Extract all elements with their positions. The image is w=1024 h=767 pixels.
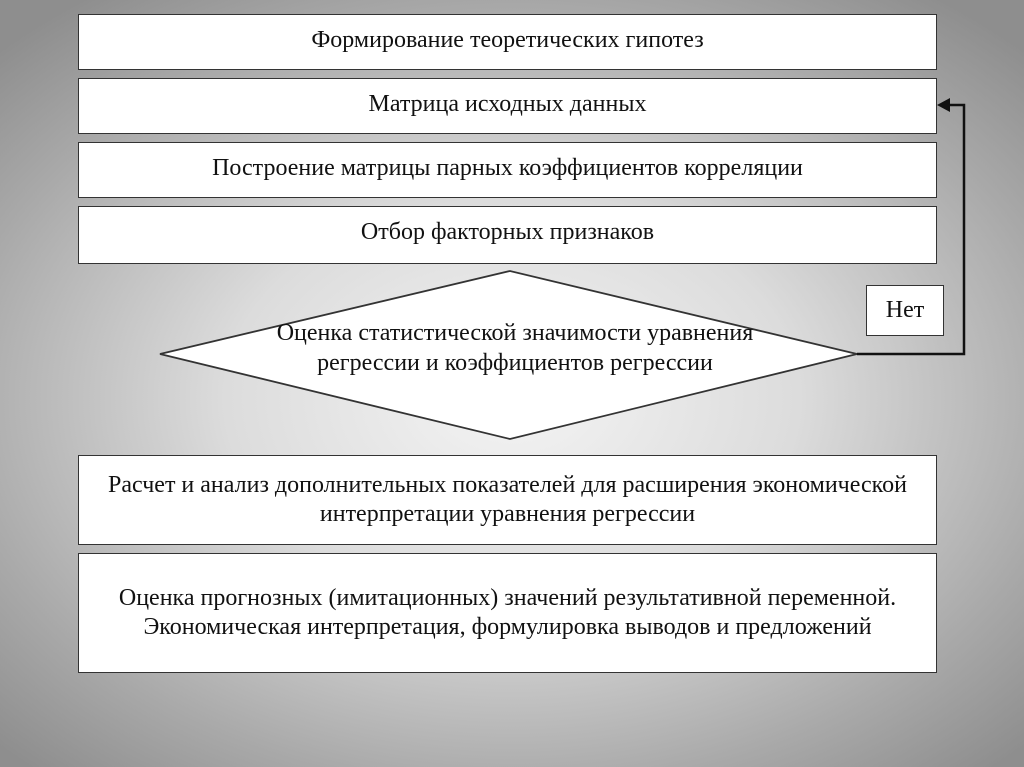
step-additional-indicators bbox=[78, 455, 937, 545]
step-hypotheses bbox=[78, 14, 937, 70]
step-additional-indicators-label: Расчет и анализ дополнительных показателей для расширения экономической интерпретации уравнения регрессии bbox=[108, 472, 907, 527]
decision-label: Оценка статистической значимости уравнения регрессии и коэффициентов регрессии bbox=[276, 320, 754, 376]
no-label-box bbox=[866, 285, 944, 336]
step-correlation-matrix-label: Построение матрицы парных коэффициентов корреляции bbox=[212, 155, 803, 181]
step-forecast-label: Оценка прогнозных (имитационных) значений результативной переменной. Экономическая интерпретация, формулировка выводов и предложений bbox=[118, 585, 897, 640]
step-correlation-matrix bbox=[78, 142, 937, 198]
no-label: Нет bbox=[885, 297, 925, 323]
step-data-matrix bbox=[78, 78, 937, 134]
step-data-matrix-label: Матрица исходных данных bbox=[368, 91, 647, 117]
step-factor-selection-label: Отбор факторных признаков bbox=[360, 219, 655, 245]
step-forecast bbox=[78, 553, 937, 673]
step-factor-selection bbox=[78, 206, 937, 264]
feedback-arrow-head bbox=[937, 98, 950, 112]
step-hypotheses-label: Формирование теоретических гипотез bbox=[311, 27, 704, 53]
